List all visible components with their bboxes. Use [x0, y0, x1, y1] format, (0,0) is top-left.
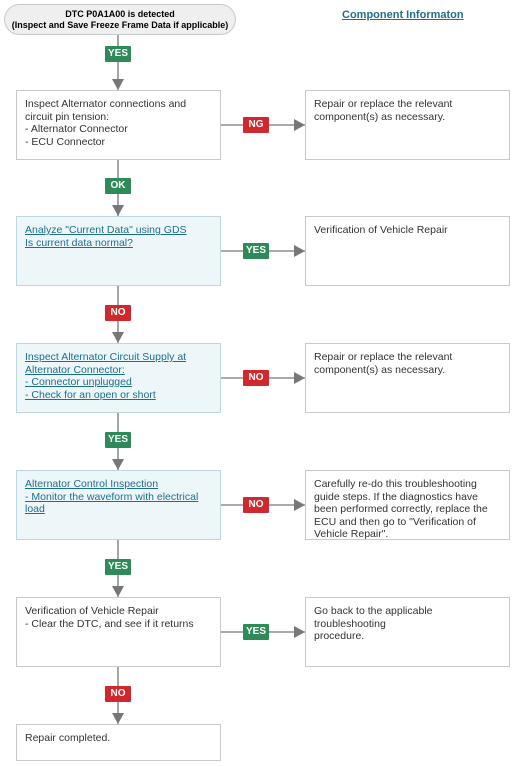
badge-ng: NG [243, 117, 269, 133]
step-box-1 [16, 90, 221, 160]
step-text-line[interactable]: Inspect Alternator Circuit Supply at [25, 351, 187, 363]
step-box-3[interactable] [16, 343, 221, 413]
badge-yes: YES [243, 624, 269, 640]
badge-no: NO [243, 370, 269, 386]
final-box [16, 724, 221, 761]
result-text-line: Vehicle Repair". [314, 528, 389, 540]
result-text-line: guide steps. If the diagnostics have [314, 490, 479, 503]
arrow-head-down [112, 79, 124, 90]
badge-yes: YES [105, 559, 131, 575]
badge-yes: YES [243, 243, 269, 259]
start-subtitle: (Inspect and Save Freeze Frame Data if applicable) [11, 20, 229, 30]
step-box-5 [16, 597, 221, 667]
badge-no: NO [243, 497, 269, 513]
arrow-head-down [112, 332, 124, 343]
arrow-head-right [294, 372, 305, 384]
result-text-line: ECU and then go to "Verification of [314, 515, 476, 528]
step-text-line: - ECU Connector [25, 135, 105, 148]
step-box-4[interactable] [16, 470, 221, 540]
arrow-head-right [294, 245, 305, 257]
badge-ok: OK [105, 178, 131, 194]
result-text-line: component(s) as necessary. [314, 363, 446, 376]
step-text-line: Inspect Alternator connections and [25, 98, 187, 110]
arrow-head-down [112, 586, 124, 597]
step-text-line: - Clear the DTC, and see if it returns [25, 617, 194, 630]
arrow-head-down [112, 459, 124, 470]
badge-no: NO [105, 305, 131, 321]
result-box-3 [305, 343, 510, 413]
result-box-4 [305, 470, 510, 540]
component-information-link[interactable]: Component Informaton [342, 9, 464, 21]
result-text-line: component(s) as necessary. [314, 110, 446, 123]
step-text-line[interactable]: Alternator Connector: [25, 363, 125, 376]
arrow-head-right [294, 626, 305, 638]
step-text-line[interactable]: - Monitor the waveform with electrical [25, 490, 199, 503]
result-box-1 [305, 90, 510, 160]
step-text-line[interactable]: - Check for an open or short [25, 388, 156, 401]
arrow-head-down [112, 205, 124, 216]
arrow-head-right [294, 499, 305, 511]
arrow-head-right [294, 119, 305, 131]
step-text-line[interactable]: load [25, 503, 45, 515]
step-text-line: circuit pin tension: [25, 110, 110, 123]
final-text: Repair completed. [25, 732, 111, 744]
result-text-line: procedure. [314, 630, 365, 642]
result-box-2 [305, 216, 510, 286]
step-text-line: Verification of Vehicle Repair [25, 605, 159, 617]
step-text-line[interactable]: Alternator Control Inspection [25, 478, 159, 490]
result-text-line: Go back to the applicable troubleshooting [314, 605, 433, 630]
result-text-line: Repair or replace the relevant [314, 98, 453, 110]
start-node [4, 4, 236, 35]
start-title: DTC P0A1A00 is detected [65, 9, 175, 19]
arrow-head-down [112, 713, 124, 724]
badge-yes: YES [105, 46, 131, 62]
step-text-line[interactable]: Is current data normal? [25, 236, 133, 249]
result-text-line: Verification of Vehicle Repair [314, 224, 448, 236]
step-text-line: - Alternator Connector [25, 123, 128, 135]
result-box-5 [305, 597, 510, 667]
badge-yes: YES [105, 432, 131, 448]
step-text-line[interactable]: - Connector unplugged [25, 376, 132, 388]
step-text-line[interactable]: Analyze "Current Data" using GDS [25, 224, 187, 236]
step-box-2[interactable] [16, 216, 221, 286]
result-text-line: been performed correctly, replace the [314, 503, 488, 515]
result-text-line: Carefully re-do this troubleshooting [314, 478, 477, 490]
result-text-line: Repair or replace the relevant [314, 351, 453, 363]
badge-no: NO [105, 686, 131, 702]
